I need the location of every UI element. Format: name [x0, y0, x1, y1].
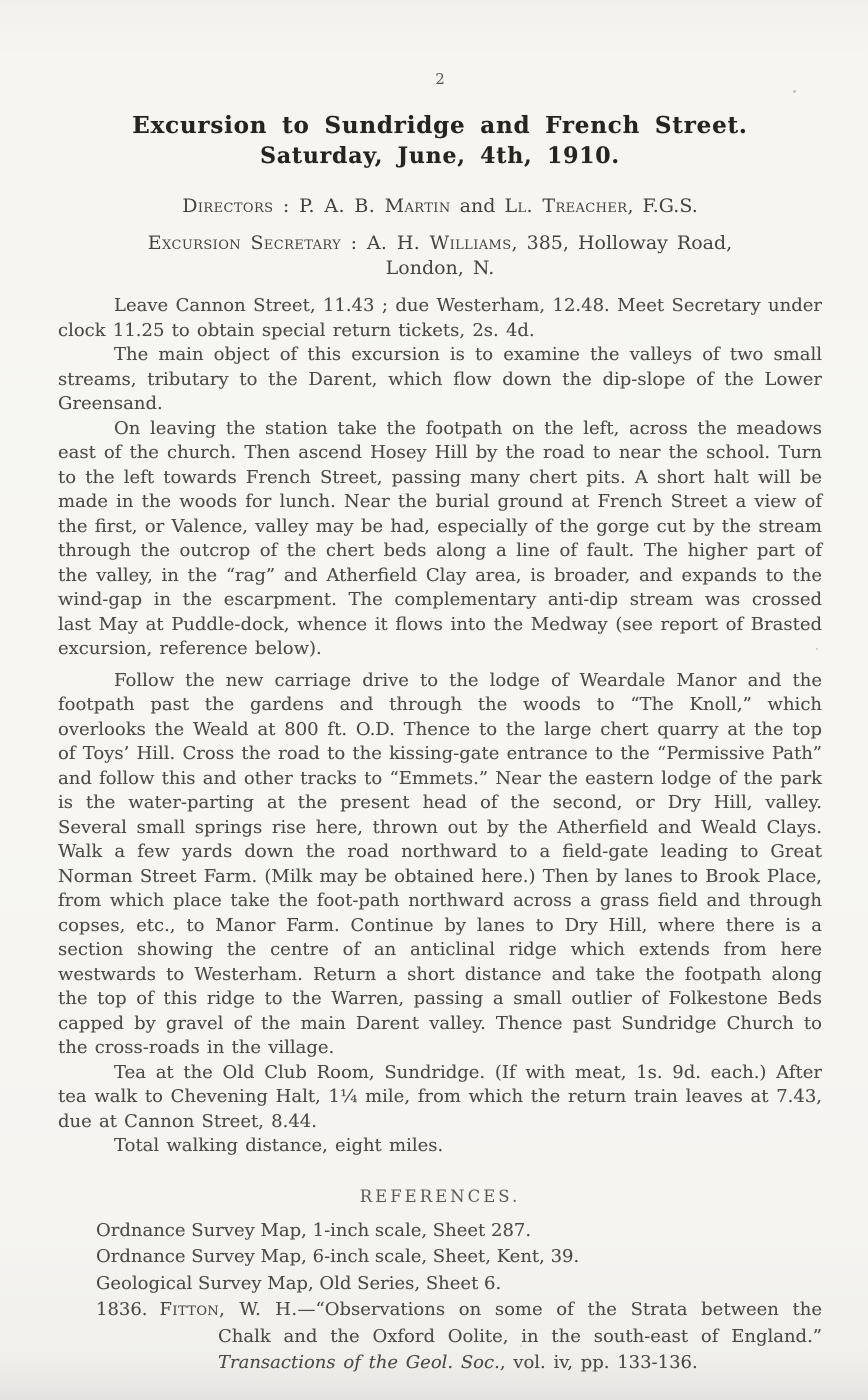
scan-speck — [118, 1300, 120, 1303]
paragraph-travel: Leave Cannon Street, 11.43 ; due Westerham, 12.48. Meet Secretary under clock 11.25 to obtain special return tickets, 2s. 4d. — [58, 295, 822, 341]
reference-map-3: Geological Survey Map, Old Series, Sheet 6. — [96, 1272, 502, 1294]
directors-label: Directors : — [182, 195, 300, 217]
reference-fitton-1836 — [96, 1297, 822, 1377]
paragraph-distance: Total walking distance, eight miles. — [114, 1135, 444, 1156]
reference-dash: — — [297, 1299, 316, 1320]
directors-line — [58, 195, 822, 217]
reference-pages: , vol. iv, pp. 133-136. — [499, 1352, 698, 1373]
reference-author: Fitton, W. H. — [159, 1299, 298, 1320]
directors-suffix: , F.G.S. — [627, 195, 698, 217]
page-number: 2 — [435, 70, 445, 88]
reference-title: “Observations on some of the Strata between the Chalk and the Oxford Oolite, in the south-east of England.” — [218, 1299, 822, 1347]
body-text — [58, 294, 822, 1159]
director-name-1: P. A. B. Martin — [299, 195, 451, 217]
secretary-address-line2: London, N. — [385, 257, 495, 279]
secretary-label: Excursion Secretary : — [147, 232, 367, 254]
secretary-name: A. H. Williams — [366, 232, 512, 254]
references-list — [58, 1218, 822, 1377]
paragraph-object: The main object of this excursion is to examine the valleys of two small streams, tributary to the Darent, which flow down the dip-slope of the Lower Greensand. — [58, 344, 822, 414]
title-block — [58, 110, 822, 171]
paragraph-route-morning: On leaving the station take the footpath on the left, across the meadows east of the church. Then ascend Hosey Hill by the road to near the school. Turn to the left towards French Street, passing many chert pits. A short halt will be made in the woods for lunch. Near the burial ground at French Street a view of the first, or Valence, valley may be had, especially of the gorge cut by the stream through the outcrop of the chert beds along a line of fault. The higher part of the valley, in the “rag” and Atherfield Clay area, is broader, and expands to the wind-gap in the escarpment. The complementary anti-dip stream was crossed last May at Puddle-dock, whence it flows into the Medway (see report of Brasted excursion, reference below). — [58, 417, 822, 659]
references-heading: REFERENCES. — [359, 1186, 521, 1206]
reference-map-1: Ordnance Survey Map, 1-inch scale, Sheet 287. — [96, 1219, 532, 1241]
scan-speck — [816, 648, 818, 650]
scan-speck — [520, 1345, 522, 1347]
secretary-line — [58, 231, 822, 256]
secretary-block — [58, 231, 822, 281]
secretary-address: , 385, Holloway Road, — [511, 232, 733, 254]
paragraph-route-afternoon: Follow the new carriage drive to the lodge of Weardale Manor and the footpath past the gardens and through the woods to “The Knoll,” which overlooks the Weald at 800 ft. O.D. Thence to the large chert quarry at the top of Toys’ Hill. Cross the road to the kissing-gate entrance to the “Permissive Path” and follow this and other tracks to “Emmets.” Near the eastern lodge of the park is the water-parting at the present head of the second, or Dry Hill, valley. Several small springs rise here, thrown out by the Atherfield and Weald Clays. Walk a few yards down the road northward to a field-gate leading to Great Norman Street Farm. (Milk may be obtained here.) Then by lanes to Brook Place, from which place take the foot-path northward across a grass field and through copses, etc., to Manor Farm. Continue by lanes to Dry Hill, where there is a section showing the centre of an anticlinal ridge which extends from here westwards to Westerham. Return a short distance and take the footpath along the top of this ridge to the Warren, passing a small outlier of Folkestone Beds capped by gravel of the main Darent valley. Thence past Sundridge Church to the cross-roads in the village. — [58, 669, 822, 1058]
paragraph-tea: Tea at the Old Club Room, Sundridge. (If with meat, 1s. 9d. each.) After tea walk to Chevening Halt, 1¼ mile, from which the return train leaves at 7.43, due at Cannon Street, 8.44. — [58, 1061, 822, 1132]
director-name-2: Ll. Treacher — [504, 195, 628, 217]
excursion-date: Saturday, June, 4th, 1910. — [260, 143, 620, 169]
excursion-title: Excursion to Sundridge and French Street. — [132, 112, 748, 139]
scan-speck — [793, 90, 796, 93]
reference-journal: Transactions of the Geol. Soc. — [218, 1352, 500, 1373]
directors-conjunction: and — [450, 195, 505, 217]
reference-map-2: Ordnance Survey Map, 6-inch scale, Sheet, Kent, 39. — [96, 1246, 580, 1267]
reference-year: 1836. — [96, 1299, 148, 1320]
